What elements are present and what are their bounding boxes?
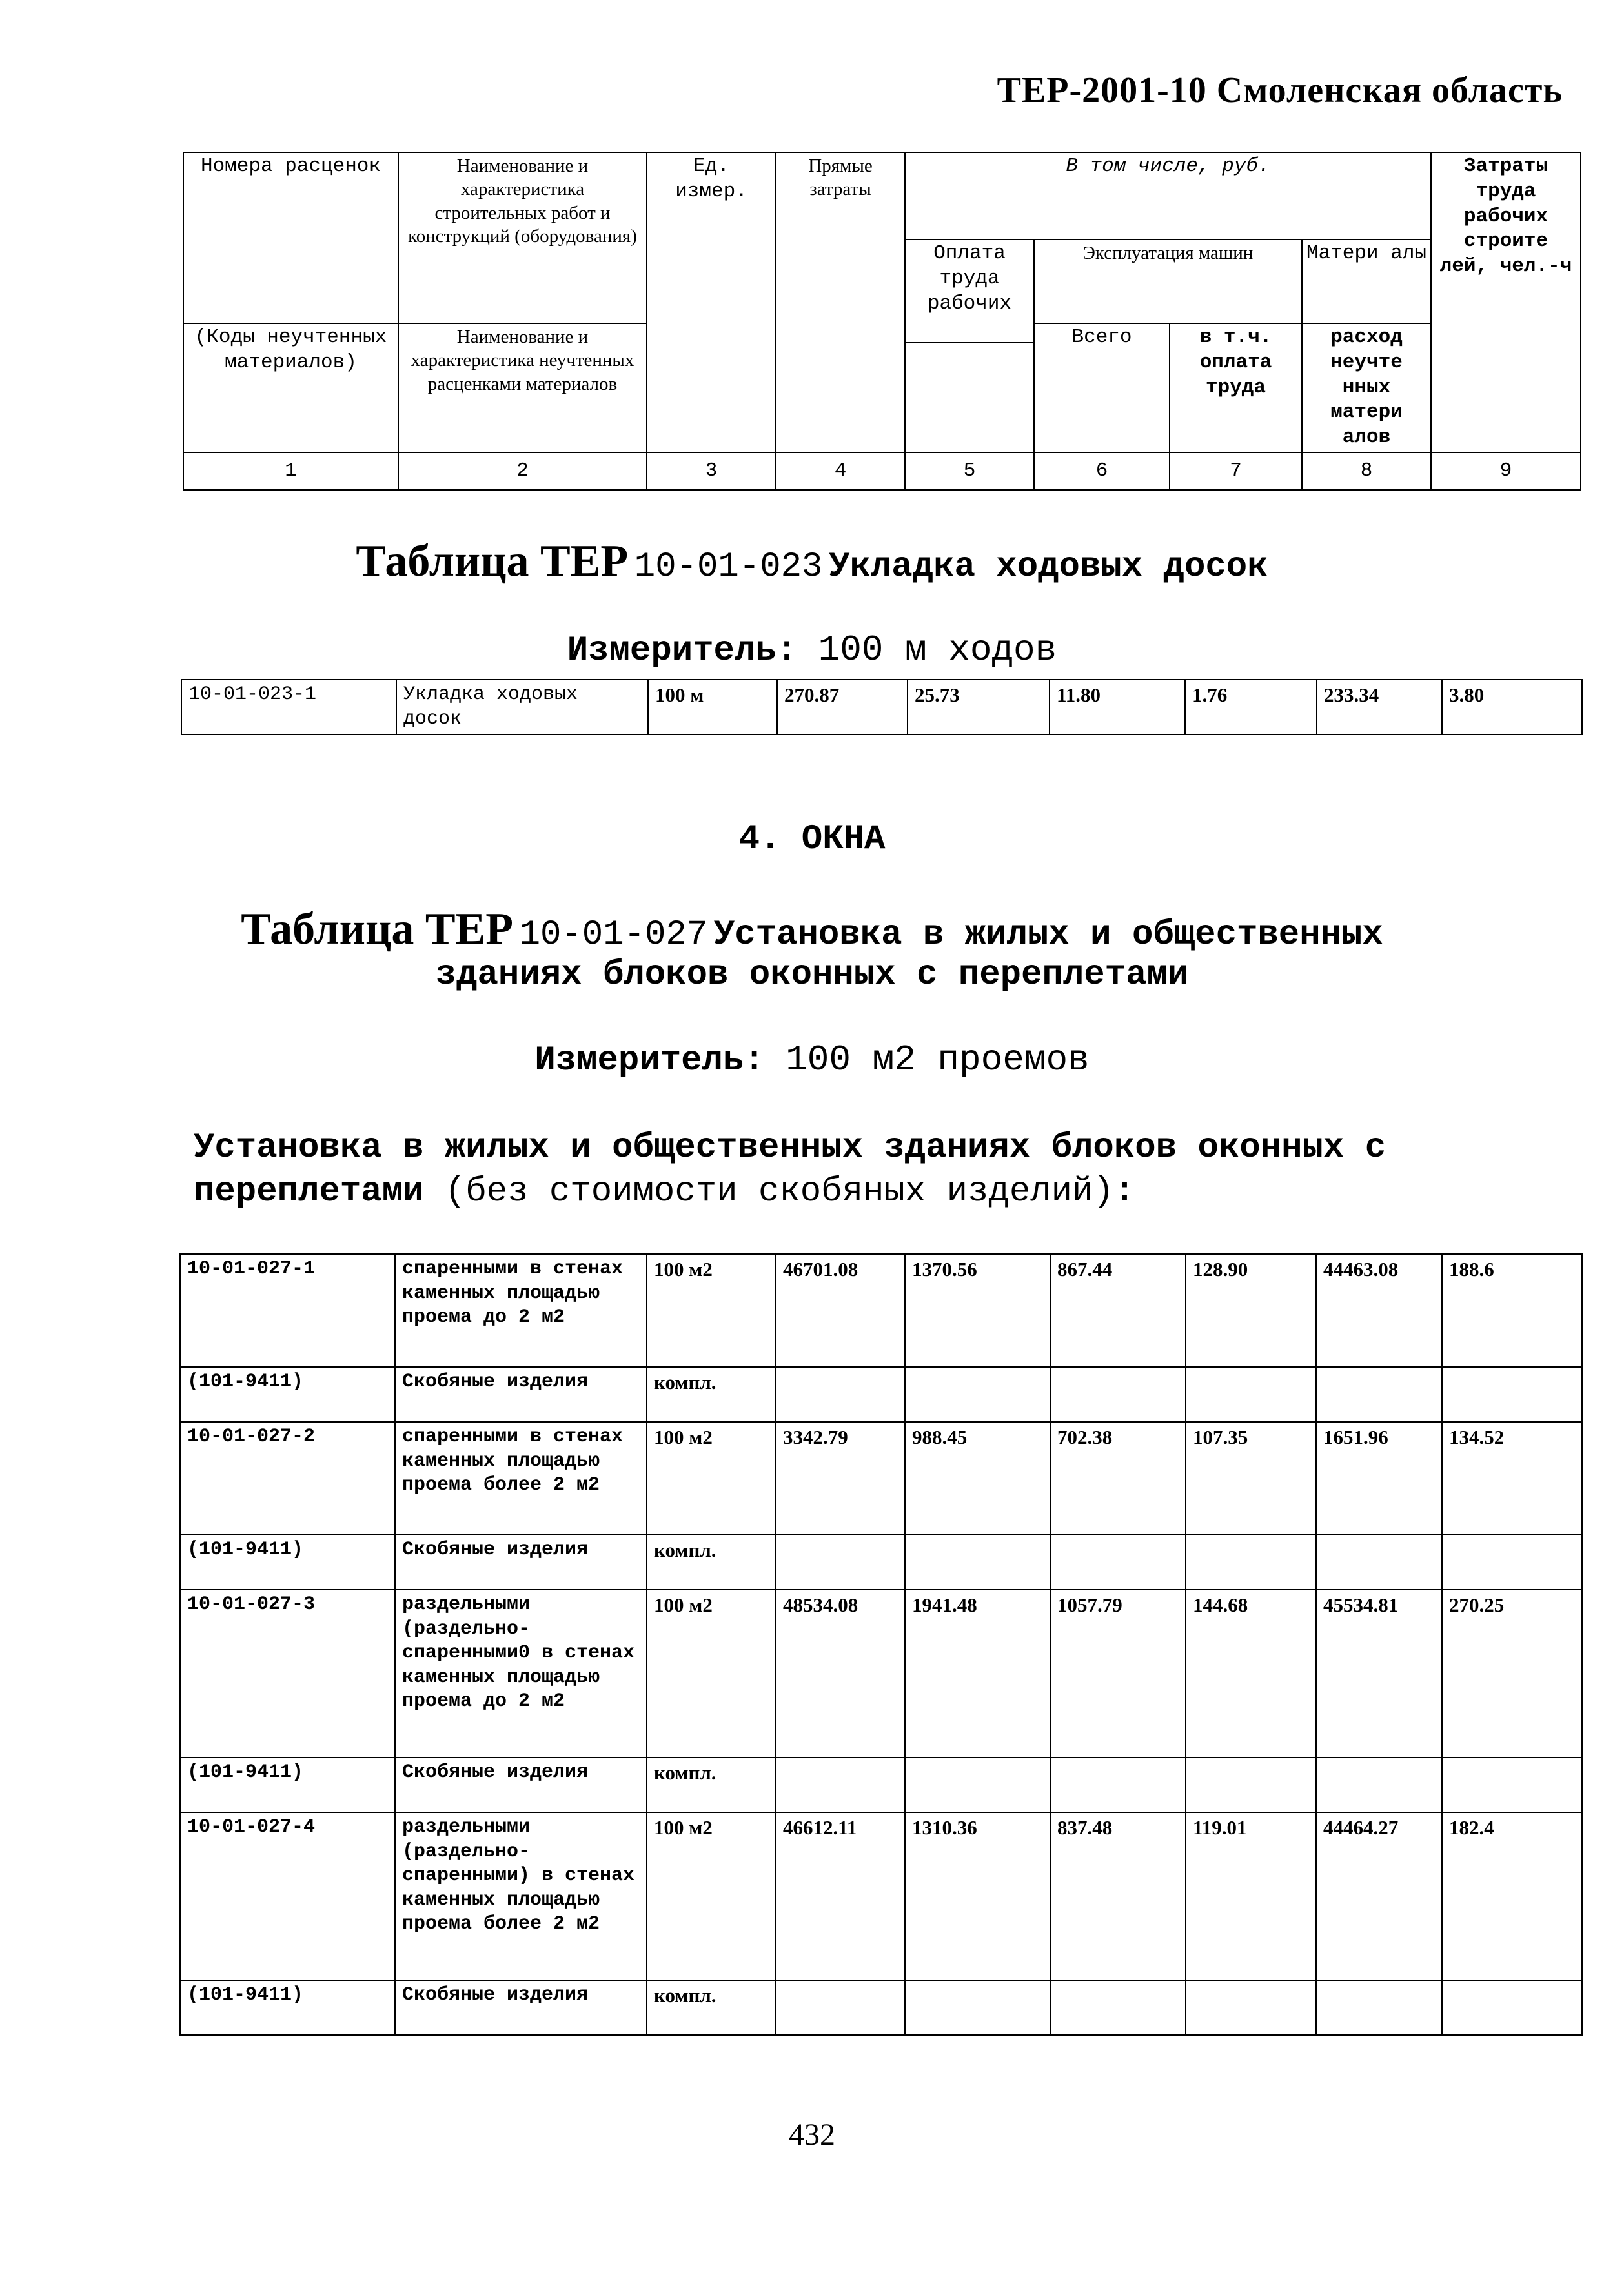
- measure-value: 100 м2 проемов: [786, 1039, 1090, 1080]
- labor-hours: 270.25: [1442, 1590, 1582, 1757]
- unit: 100 м2: [647, 1812, 776, 1980]
- material-code: (101-9411): [180, 1980, 395, 2035]
- machine-labor-cost: [1186, 1535, 1316, 1590]
- unit: 100 м: [648, 680, 777, 734]
- labor-hours: [1442, 1535, 1582, 1590]
- machines-cost: 1057.79: [1050, 1590, 1186, 1757]
- direct-cost: 48534.08: [776, 1590, 905, 1757]
- col-header-machine-labor: в т.ч. оплата труда: [1170, 323, 1302, 452]
- direct-cost: 3342.79: [776, 1422, 905, 1535]
- description-normal: (без стоимости скобяных изделий): [423, 1171, 1114, 1211]
- work-name: раздельными (раздельно-спаренными0 в стенах каменных площадью проема до 2 м2: [395, 1590, 647, 1757]
- direct-cost: 46701.08: [776, 1254, 905, 1367]
- table-027-measure: [0, 1039, 1624, 1080]
- materials-cost: 1651.96: [1316, 1422, 1442, 1535]
- table-023-title-prefix: Таблица ТЕР: [356, 536, 629, 586]
- material-name: Скобяные изделия: [395, 1980, 647, 2035]
- machine-labor-cost: 119.01: [1186, 1812, 1316, 1980]
- col-number: 1: [183, 452, 398, 490]
- machine-labor-cost: 128.90: [1186, 1254, 1316, 1367]
- machines-cost: [1050, 1367, 1186, 1422]
- material-code: (101-9411): [180, 1535, 395, 1590]
- labor-cost: 1310.36: [905, 1812, 1050, 1980]
- labor-cost: 1941.48: [905, 1590, 1050, 1757]
- col-number: 5: [905, 452, 1034, 490]
- machine-labor-cost: 144.68: [1186, 1590, 1316, 1757]
- table-row: [180, 1980, 1582, 2035]
- table-row: [180, 1535, 1582, 1590]
- direct-cost: 270.87: [777, 680, 908, 734]
- col-header-machines-total: Всего: [1034, 323, 1170, 452]
- description-colon: :: [1113, 1171, 1135, 1211]
- table-row: [180, 1367, 1582, 1422]
- table-027-title: [0, 904, 1624, 955]
- measure-value: 100 м ходов: [818, 629, 1057, 671]
- table-row: [180, 1590, 1582, 1757]
- work-name: раздельными (раздельно-спаренными) в стенах каменных площадью проема более 2 м2: [395, 1812, 647, 1980]
- col-header-labor: Оплата труда рабочих: [905, 239, 1034, 343]
- col-header-codes: Номера расценок: [183, 152, 398, 323]
- col-number: 2: [398, 452, 647, 490]
- machines-cost: 11.80: [1050, 680, 1185, 734]
- machine-labor-cost: [1186, 1980, 1316, 2035]
- labor-hours: 3.80: [1442, 680, 1582, 734]
- labor-cost: [905, 1367, 1050, 1422]
- machines-cost: [1050, 1757, 1186, 1812]
- direct-cost: 46612.11: [776, 1812, 905, 1980]
- labor-cost: [905, 1980, 1050, 2035]
- description-bold: Установка в жилых и общественных зданиях блоков оконных с переплетами: [194, 1128, 1386, 1211]
- col-header-name: Наименование и характеристика строительных работ и конструкций (оборудования): [398, 152, 647, 323]
- materials-cost: 44464.27: [1316, 1812, 1442, 1980]
- material-code: (101-9411): [180, 1367, 395, 1422]
- labor-cost: 25.73: [908, 680, 1050, 734]
- section-title: 4. ОКНА: [738, 820, 886, 859]
- materials-cost: [1316, 1367, 1442, 1422]
- machines-cost: [1050, 1535, 1186, 1590]
- materials-cost: [1316, 1980, 1442, 2035]
- machines-cost: 702.38: [1050, 1422, 1186, 1535]
- unit: 100 м2: [647, 1422, 776, 1535]
- table-027-title-code: 10-01-027: [519, 915, 708, 955]
- rate-code: 10-01-027-1: [180, 1254, 395, 1367]
- unit: компл.: [647, 1980, 776, 2035]
- table-023-title-text: Укладка ходовых досок: [829, 547, 1268, 587]
- page-header-title: ТЕР-2001-10 Смоленская область: [997, 70, 1563, 110]
- labor-hours: [1442, 1757, 1582, 1812]
- table-row: [181, 680, 1582, 734]
- table-023-measure: [0, 629, 1624, 671]
- table-027-description: [194, 1126, 1588, 1213]
- col-number: 9: [1431, 452, 1581, 490]
- table-027-title-text-2: зданиях блоков оконных с переплетами: [435, 955, 1189, 995]
- unit: 100 м2: [647, 1590, 776, 1757]
- rate-code: 10-01-023-1: [181, 680, 396, 734]
- col-number: 4: [776, 452, 905, 490]
- labor-cost: [905, 1535, 1050, 1590]
- table-row: [180, 1254, 1582, 1367]
- table-027-title-prefix: Таблица ТЕР: [241, 904, 513, 954]
- material-name: Скобяные изделия: [395, 1367, 647, 1422]
- col-header-labor-empty: [905, 343, 1034, 452]
- labor-hours: [1442, 1367, 1582, 1422]
- col-header-hours: Затраты труда рабочих строите лей, чел.-ч: [1431, 152, 1581, 452]
- table-023-title: [0, 536, 1624, 587]
- rate-code: 10-01-027-2: [180, 1422, 395, 1535]
- materials-cost: 45534.81: [1316, 1590, 1442, 1757]
- work-name: Укладка ходовых досок: [396, 680, 648, 734]
- labor-cost: [905, 1757, 1050, 1812]
- table-023: [181, 679, 1583, 735]
- direct-cost: [776, 1980, 905, 2035]
- col-number: 6: [1034, 452, 1170, 490]
- machine-labor-cost: [1186, 1367, 1316, 1422]
- rate-code: 10-01-027-3: [180, 1590, 395, 1757]
- col-header-name-unaccounted: Наименование и характеристика неучтенных расценками материалов: [398, 323, 647, 452]
- col-number: 8: [1302, 452, 1431, 490]
- col-header-in-total: В том числе, руб.: [905, 152, 1431, 239]
- unit: компл.: [647, 1757, 776, 1812]
- unit: компл.: [647, 1367, 776, 1422]
- unit: 100 м2: [647, 1254, 776, 1367]
- materials-cost: [1316, 1757, 1442, 1812]
- col-header-direct: Прямые затраты: [776, 152, 905, 452]
- table-023-title-code: 10-01-023: [634, 547, 823, 587]
- labor-cost: 1370.56: [905, 1254, 1050, 1367]
- machines-cost: 867.44: [1050, 1254, 1186, 1367]
- machine-labor-cost: 1.76: [1185, 680, 1317, 734]
- table-027-title-line2: [0, 955, 1624, 995]
- labor-cost: 988.45: [905, 1422, 1050, 1535]
- measure-label: Измеритель:: [534, 1041, 765, 1080]
- page-number: 432: [789, 2118, 835, 2152]
- material-code: (101-9411): [180, 1757, 395, 1812]
- work-name: спаренными в стенах каменных площадью проема более 2 м2: [395, 1422, 647, 1535]
- machine-labor-cost: [1186, 1757, 1316, 1812]
- material-name: Скобяные изделия: [395, 1757, 647, 1812]
- work-name: спаренными в стенах каменных площадью проема до 2 м2: [395, 1254, 647, 1367]
- machines-cost: 837.48: [1050, 1812, 1186, 1980]
- col-number: 7: [1170, 452, 1302, 490]
- col-header-codes-unaccounted: (Коды неучтенных материалов): [183, 323, 398, 452]
- col-header-materials-unaccounted: расход неучте нных матери алов: [1302, 323, 1431, 452]
- measure-label: Измеритель:: [567, 631, 798, 671]
- materials-cost: 44463.08: [1316, 1254, 1442, 1367]
- labor-hours: 182.4: [1442, 1812, 1582, 1980]
- table-row: [180, 1422, 1582, 1535]
- col-number: 3: [647, 452, 776, 490]
- machines-cost: [1050, 1980, 1186, 2035]
- materials-cost: [1316, 1535, 1442, 1590]
- col-header-machines: Эксплуатация машин: [1034, 239, 1302, 323]
- direct-cost: [776, 1367, 905, 1422]
- labor-hours: 134.52: [1442, 1422, 1582, 1535]
- table-row: [180, 1757, 1582, 1812]
- unit: компл.: [647, 1535, 776, 1590]
- direct-cost: [776, 1757, 905, 1812]
- labor-hours: [1442, 1980, 1582, 2035]
- materials-cost: 233.34: [1317, 680, 1442, 734]
- rate-code: 10-01-027-4: [180, 1812, 395, 1980]
- table-027: [179, 1253, 1583, 2036]
- material-name: Скобяные изделия: [395, 1535, 647, 1590]
- machine-labor-cost: 107.35: [1186, 1422, 1316, 1535]
- column-header-table: [183, 152, 1581, 491]
- col-header-materials: Матери алы: [1302, 239, 1431, 323]
- col-header-unit: Ед. измер.: [647, 152, 776, 452]
- table-row: [180, 1812, 1582, 1980]
- labor-hours: 188.6: [1442, 1254, 1582, 1367]
- direct-cost: [776, 1535, 905, 1590]
- table-027-title-text: Установка в жилых и общественных: [713, 915, 1383, 955]
